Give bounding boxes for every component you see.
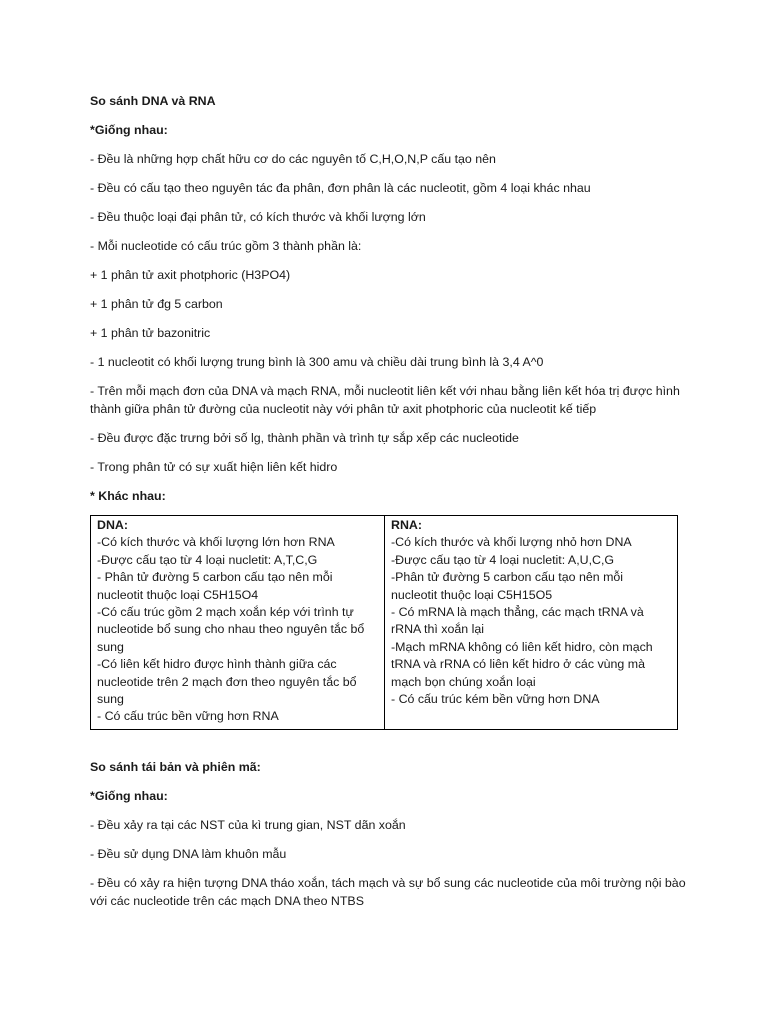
section-title-dna-rna: So sánh DNA và RNA <box>90 94 216 108</box>
dna-cell <box>91 516 385 730</box>
spacer <box>90 730 690 758</box>
rna-line: -Có kích thước và khối lượng nhỏ hơn DNA <box>391 535 632 550</box>
paragraph: - 1 nucleotit có khối lượng trung bình là 300 amu và chiều dài trung bình là 3,4 A^0 <box>90 355 544 369</box>
paragraph: - Đều có xảy ra hiện tượng DNA tháo xoắn, tách mạch và sự bổ sung các nucleotide của môi trường nội bào với các nucleotide trên các mạch DNA theo NTBS <box>90 875 686 908</box>
rna-line: - Có cấu trúc kém bền vững hơn DNA <box>391 692 600 707</box>
paragraph: - Đều có cấu tạo theo nguyên tác đa phân, đơn phân là các nucleotit, gồm 4 loại khác nhau <box>90 181 591 195</box>
paragraph: - Đều xảy ra tại các NST của kì trung gian, NST dãn xoắn <box>90 817 406 832</box>
dna-line: -Được cấu tạo từ 4 loại nucletit: A,T,C,G <box>97 552 318 567</box>
paragraph: - Trong phân tử có sự xuất hiện liên kết hidro <box>90 460 338 474</box>
rna-line: -Phân tử đường 5 carbon cấu tạo nên mỗi nucleotit thuộc loại C5H15O5 <box>391 570 624 602</box>
paragraph: - Đều được đặc trưng bởi số lg, thành phần và trình tự sắp xếp các nucleotide <box>90 431 519 445</box>
similarities-heading: *Giống nhau: <box>90 123 168 137</box>
rna-cell <box>385 516 678 730</box>
paragraph: + 1 phân tử đg 5 carbon <box>90 297 223 311</box>
rna-line: - Có mRNA là mạch thẳng, các mạch tRNA và rRNA thì xoắn lại <box>391 605 644 637</box>
dna-line: - Phân tử đường 5 carbon cấu tạo nên mỗi nucleotit thuộc loại C5H15O4 <box>97 570 333 602</box>
paragraph: - Mỗi nucleotide có cấu trúc gồm 3 thành phần là: <box>90 239 362 253</box>
paragraph: - Đều thuộc loại đại phân tử, có kích thước và khối lượng lớn <box>90 210 426 224</box>
rna-line: -Được cấu tạo từ 4 loại nucletit: A,U,C,G <box>391 552 615 567</box>
dna-line: -Có kích thước và khối lượng lớn hơn RNA <box>97 535 335 550</box>
rna-line: -Mạch mRNA không có liên kết hidro, còn mạch tRNA và rRNA có liên kết hidro ở các vùng mà mạch bọn chúng xoắn loại <box>391 639 653 689</box>
comparison-table <box>90 515 678 730</box>
paragraph: - Trên mỗi mạch đơn của DNA và mạch RNA, mỗi nucleotit liên kết với nhau bằng liên kết hóa trị được hình thành giữa phân tử đường của nucleotit này với phân tử axit photphoric của nucleotit kế tiếp <box>90 384 680 416</box>
table-row <box>91 516 678 730</box>
paragraph: + 1 phân tử bazonitric <box>90 326 211 340</box>
dna-line: -Có liên kết hidro được hình thành giữa các nucleotide trên 2 mạch đơn theo nguyên tắc bổ sung <box>97 657 357 707</box>
rna-header: RNA: <box>391 518 422 532</box>
paragraph: + 1 phân tử axit photphoric (H3PO4) <box>90 268 291 282</box>
dna-line: -Có cấu trúc gồm 2 mạch xoắn kép với trình tự nucleotide bổ sung cho nhau theo nguyên tắc bổ sung <box>97 605 365 654</box>
paragraph: - Đều sử dụng DNA làm khuôn mẫu <box>90 846 287 861</box>
paragraph: - Đều là những hợp chất hữu cơ do các nguyên tố C,H,O,N,P cấu tạo nên <box>90 152 496 166</box>
section-title-replication-transcription: So sánh tái bản và phiên mã: <box>90 759 261 774</box>
dna-header: DNA: <box>97 518 128 532</box>
dna-line: - Có cấu trúc bền vững hơn RNA <box>97 709 279 724</box>
similarities-heading-2: *Giống nhau: <box>90 788 168 803</box>
differences-heading: * Khác nhau: <box>90 489 166 503</box>
document-content <box>90 92 690 921</box>
